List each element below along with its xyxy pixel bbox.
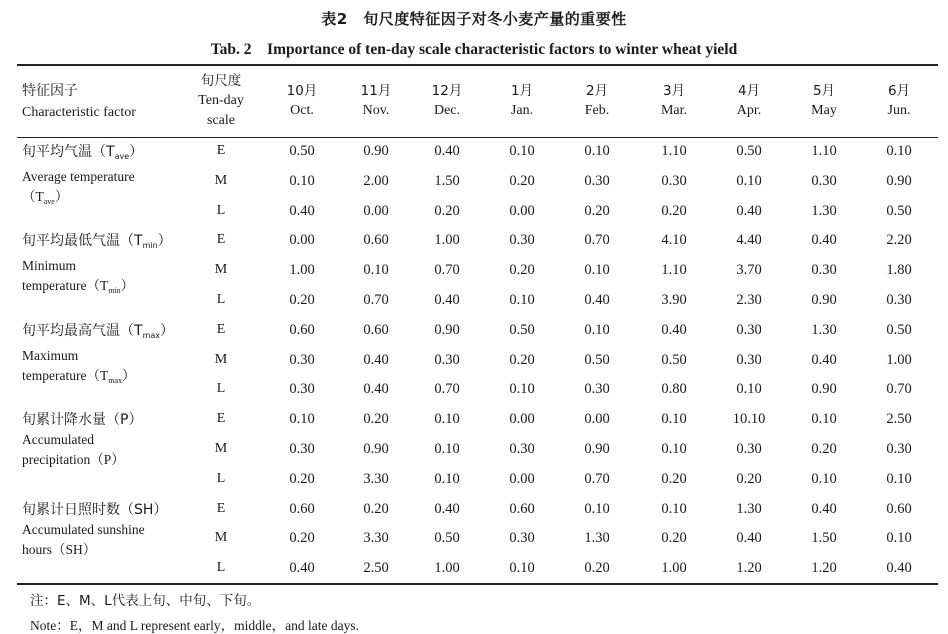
value-cell: 0.40 xyxy=(661,321,687,338)
value-cell: 0.10 xyxy=(661,411,687,428)
value-cell: 10.10 xyxy=(732,411,766,428)
factor-label-en-line2 xyxy=(22,540,167,560)
factor-label-en-sub: ave xyxy=(43,197,55,206)
value-cell: 0.70 xyxy=(434,262,460,279)
factor-label-cn-end: ） xyxy=(157,233,172,250)
factor-label-cn-end: ） xyxy=(129,144,144,160)
value-cell: 0.40 xyxy=(811,232,837,249)
value-cell: 0.30 xyxy=(886,441,912,457)
month-header-cn: 6月 xyxy=(887,83,911,99)
value-cell: 2.20 xyxy=(886,232,912,249)
value-cell: 0.30 xyxy=(434,351,460,368)
note-en: Note：E，M and L represent early，middle，and late days. xyxy=(30,618,360,633)
value-cell: 1.50 xyxy=(434,172,460,189)
value-cell: 0.30 xyxy=(289,351,315,368)
value-cell: 4.40 xyxy=(736,232,762,249)
value-cell: 0.30 xyxy=(811,172,837,189)
factor-label-en-line2-text: precipitation（P） xyxy=(22,452,125,468)
month-header-cn: 3月 xyxy=(662,83,686,99)
value-cell: 0.00 xyxy=(584,411,610,428)
factor-label-cn-sub: min xyxy=(142,241,158,251)
value-cell: 0.40 xyxy=(736,530,762,547)
value-cell: 0.10 xyxy=(886,470,912,487)
value-cell: 4.10 xyxy=(661,232,687,249)
month-header-cn: 10月 xyxy=(286,83,318,99)
value-cell: 0.50 xyxy=(434,530,460,547)
value-cell: 1.10 xyxy=(661,143,687,159)
month-header-en: Oct. xyxy=(290,103,314,118)
value-cell: 0.20 xyxy=(661,530,687,547)
factor-label-en-line2-text: temperature（T xyxy=(22,278,109,294)
value-cell: 0.20 xyxy=(509,262,535,279)
value-cell: 0.50 xyxy=(886,321,912,338)
month-header xyxy=(272,81,332,121)
factor-label-cn-text: 旬平均气温（T xyxy=(22,144,115,160)
factor-label xyxy=(22,142,143,212)
factor-label-cn xyxy=(22,321,174,346)
value-cell: 0.20 xyxy=(363,411,389,428)
value-cell: 0.60 xyxy=(363,232,389,249)
value-cell: 0.40 xyxy=(811,500,837,517)
value-cell: 0.50 xyxy=(509,321,535,338)
value-cell: 3.30 xyxy=(363,470,389,487)
value-cell: 0.40 xyxy=(289,202,315,219)
header-scale xyxy=(186,71,256,131)
value-cell: 0.50 xyxy=(736,143,762,159)
month-header-en: Feb. xyxy=(584,103,610,118)
value-cell: 0.00 xyxy=(363,202,389,219)
value-cell: 0.10 xyxy=(886,530,912,547)
factor-label-en-line1: Accumulated sunshine xyxy=(22,521,145,537)
value-cell: 0.40 xyxy=(434,143,460,159)
scale-cell: E xyxy=(216,232,226,248)
month-header-en: Jun. xyxy=(887,103,911,118)
value-cell: 0.90 xyxy=(434,321,460,338)
scale-cell: M xyxy=(214,172,228,188)
scale-cell: E xyxy=(216,321,226,337)
factor-label xyxy=(22,231,172,301)
month-header-cn: 4月 xyxy=(737,83,761,99)
value-cell: 3.90 xyxy=(661,292,687,308)
value-cell: 2.30 xyxy=(736,292,762,308)
value-cell: 2.00 xyxy=(363,172,389,189)
factor-label-en-line1: Maximum xyxy=(22,347,79,363)
value-cell: 0.70 xyxy=(584,232,610,249)
value-cell: 0.20 xyxy=(811,441,837,457)
value-cell: 0.10 xyxy=(509,560,535,577)
value-cell: 0.90 xyxy=(363,441,389,457)
header-factor-en: Characteristic factor xyxy=(22,105,136,120)
value-cell: 0.10 xyxy=(661,500,687,517)
value-cell: 0.30 xyxy=(886,292,912,308)
value-cell: 1.30 xyxy=(584,530,610,547)
header-factor xyxy=(22,81,136,123)
factor-label-cn-end: ） xyxy=(160,322,174,339)
factor-label-cn-sub: max xyxy=(142,330,160,340)
value-cell: 1.10 xyxy=(661,262,687,279)
value-cell: 1.30 xyxy=(736,500,762,517)
factor-label-en-end: ） xyxy=(120,278,135,294)
value-cell: 0.00 xyxy=(509,470,535,487)
scale-cell: L xyxy=(216,470,226,486)
value-cell: 0.10 xyxy=(584,321,610,338)
value-cell: 1.00 xyxy=(434,560,460,577)
value-cell: 0.80 xyxy=(661,381,687,398)
factor-label-en-line1: Accumulated xyxy=(22,432,94,448)
month-header-en: Apr. xyxy=(736,103,762,118)
factor-label-en-end: ） xyxy=(54,189,69,204)
value-cell: 1.80 xyxy=(886,262,912,279)
value-cell: 1.30 xyxy=(811,202,837,219)
value-cell: 0.30 xyxy=(509,232,535,249)
value-cell: 3.70 xyxy=(736,262,762,279)
month-header xyxy=(417,81,477,121)
month-header-cn: 5月 xyxy=(812,83,836,99)
factor-label-cn-text: 旬平均最高气温（T xyxy=(22,322,143,339)
scale-cell: E xyxy=(216,143,226,158)
value-cell: 0.10 xyxy=(289,411,315,428)
factor-label xyxy=(22,321,174,391)
value-cell: 0.40 xyxy=(363,351,389,368)
value-cell: 0.10 xyxy=(736,172,762,189)
value-cell: 3.30 xyxy=(363,530,389,547)
value-cell: 0.30 xyxy=(509,441,535,457)
value-cell: 0.10 xyxy=(584,143,610,159)
value-cell: 0.00 xyxy=(509,411,535,428)
month-header xyxy=(719,81,779,121)
factor-label-cn-text: 旬累计日照时数（SH） xyxy=(22,501,168,518)
value-cell: 0.60 xyxy=(289,500,315,517)
scale-cell: M xyxy=(214,530,228,546)
scale-cell: E xyxy=(216,500,226,516)
month-header xyxy=(644,81,704,121)
value-cell: 0.30 xyxy=(661,172,687,189)
scale-cell: L xyxy=(216,292,226,307)
factor-label-cn xyxy=(22,500,167,520)
factor-label-en-sub: max xyxy=(108,375,122,385)
value-cell: 0.30 xyxy=(584,172,610,189)
factor-label-en-line1: Minimum xyxy=(22,258,77,274)
value-cell: 1.10 xyxy=(811,143,837,159)
factor-label-cn xyxy=(22,142,143,167)
factor-label-en-line2 xyxy=(22,450,142,470)
table-header-rule xyxy=(17,137,938,138)
factor-label-cn-text: 旬平均最低气温（T xyxy=(22,233,143,250)
month-header-en: Jan. xyxy=(510,103,534,118)
month-header xyxy=(794,81,854,121)
month-header-cn: 11月 xyxy=(360,83,392,99)
value-cell: 0.20 xyxy=(289,530,315,547)
month-header-cn: 1月 xyxy=(510,83,534,99)
value-cell: 0.60 xyxy=(289,321,315,338)
value-cell: 0.10 xyxy=(434,470,460,487)
value-cell: 0.10 xyxy=(811,470,837,487)
value-cell: 0.40 xyxy=(434,500,460,517)
value-cell: 0.90 xyxy=(811,292,837,308)
factor-label-en-line2 xyxy=(22,366,174,391)
note-cn: 注：E、M、L代表上旬、中旬、下旬。 xyxy=(30,593,261,609)
factor-label-en-sub: min xyxy=(108,286,121,296)
factor-label-en-end: ） xyxy=(122,367,136,383)
month-header-en: May xyxy=(811,103,837,118)
factor-label-cn-text: 旬累计降水量（P） xyxy=(22,412,143,429)
month-header-en: Nov. xyxy=(362,103,390,118)
value-cell: 0.40 xyxy=(811,351,837,368)
value-cell: 0.40 xyxy=(363,381,389,398)
value-cell: 0.90 xyxy=(811,381,837,398)
value-cell: 0.50 xyxy=(886,202,912,219)
month-header-en: Mar. xyxy=(660,103,688,118)
value-cell: 0.30 xyxy=(736,321,762,338)
value-cell: 0.10 xyxy=(509,381,535,398)
header-factor-cn: 特征因子 xyxy=(22,83,78,99)
scale-cell: L xyxy=(216,381,226,397)
factor-label-en-line2-text: temperature（T xyxy=(22,367,109,383)
value-cell: 0.60 xyxy=(363,321,389,338)
value-cell: 1.20 xyxy=(811,560,837,577)
value-cell: 1.20 xyxy=(736,560,762,577)
value-cell: 0.20 xyxy=(289,470,315,487)
month-header-cn: 2月 xyxy=(585,83,609,99)
factor-label-en-line1: Average temperature xyxy=(22,169,135,184)
value-cell: 0.40 xyxy=(736,202,762,219)
value-cell: 0.10 xyxy=(811,411,837,428)
value-cell: 0.70 xyxy=(434,381,460,398)
value-cell: 0.50 xyxy=(661,351,687,368)
scale-cell: L xyxy=(216,202,226,218)
value-cell: 0.00 xyxy=(289,232,315,249)
value-cell: 1.50 xyxy=(811,530,837,547)
table-caption-cn: 表2 旬尺度特征因子对冬小麦产量的重要性 xyxy=(321,10,627,28)
value-cell: 0.40 xyxy=(584,292,610,308)
value-cell: 0.60 xyxy=(509,500,535,517)
month-header-en: Dec. xyxy=(433,103,461,118)
factor-label-en-line2 xyxy=(22,187,143,212)
value-cell: 1.00 xyxy=(289,262,315,279)
factor-label-cn xyxy=(22,410,142,430)
value-cell: 0.20 xyxy=(661,202,687,219)
value-cell: 0.30 xyxy=(289,441,315,457)
value-cell: 0.10 xyxy=(584,500,610,517)
value-cell: 0.30 xyxy=(811,262,837,279)
scale-cell: M xyxy=(214,441,228,456)
value-cell: 2.50 xyxy=(363,560,389,577)
factor-label-cn-sub: ave xyxy=(114,152,130,161)
value-cell: 2.50 xyxy=(886,411,912,428)
scale-cell: L xyxy=(216,560,226,576)
value-cell: 0.30 xyxy=(736,441,762,457)
table-top-rule xyxy=(17,64,938,66)
value-cell: 0.10 xyxy=(289,172,315,189)
table-caption-en: Tab. 2 Importance of ten-day scale characteristic factors to winter wheat yield xyxy=(210,41,738,58)
value-cell: 0.10 xyxy=(736,381,762,398)
factor-label xyxy=(22,410,142,470)
value-cell: 0.20 xyxy=(584,202,610,219)
value-cell: 0.30 xyxy=(509,530,535,547)
value-cell: 0.10 xyxy=(363,262,389,279)
month-header xyxy=(492,81,552,121)
value-cell: 0.10 xyxy=(434,411,460,428)
value-cell: 0.10 xyxy=(886,143,912,159)
value-cell: 0.90 xyxy=(584,441,610,457)
factor-label-en-line2-text: （T xyxy=(22,189,44,204)
value-cell: 0.30 xyxy=(584,381,610,398)
month-header xyxy=(567,81,627,121)
value-cell: 1.00 xyxy=(434,232,460,249)
table-bottom-rule xyxy=(17,583,938,585)
scale-cell: E xyxy=(216,411,226,427)
header-scale-en2: scale xyxy=(207,113,235,128)
month-header xyxy=(346,81,406,121)
header-scale-en1: Ten-day xyxy=(198,93,244,108)
value-cell: 0.20 xyxy=(363,500,389,517)
value-cell: 0.10 xyxy=(509,143,535,159)
value-cell: 1.30 xyxy=(811,321,837,338)
value-cell: 1.00 xyxy=(886,351,912,368)
value-cell: 0.40 xyxy=(886,560,912,577)
value-cell: 0.20 xyxy=(736,470,762,487)
factor-label xyxy=(22,500,167,560)
factor-label-cn xyxy=(22,231,172,256)
value-cell: 0.40 xyxy=(434,292,460,308)
value-cell: 0.20 xyxy=(584,560,610,577)
value-cell: 0.20 xyxy=(509,172,535,189)
factor-label-en-line2-text: hours（SH） xyxy=(22,541,97,557)
month-header xyxy=(869,81,929,121)
value-cell: 0.50 xyxy=(289,143,315,159)
value-cell: 0.20 xyxy=(661,470,687,487)
value-cell: 0.30 xyxy=(289,381,315,398)
value-cell: 0.70 xyxy=(584,470,610,487)
value-cell: 0.10 xyxy=(584,262,610,279)
value-cell: 0.90 xyxy=(363,143,389,159)
value-cell: 0.90 xyxy=(886,172,912,189)
value-cell: 0.60 xyxy=(886,500,912,517)
scale-cell: M xyxy=(214,262,228,278)
value-cell: 0.50 xyxy=(584,351,610,368)
value-cell: 0.20 xyxy=(289,292,315,308)
value-cell: 0.10 xyxy=(434,441,460,457)
month-header-cn: 12月 xyxy=(431,83,463,99)
value-cell: 0.10 xyxy=(509,292,535,308)
header-scale-cn: 旬尺度 xyxy=(200,73,242,89)
value-cell: 1.00 xyxy=(661,560,687,577)
value-cell: 0.10 xyxy=(661,441,687,457)
scale-cell: M xyxy=(214,351,228,367)
value-cell: 0.20 xyxy=(509,351,535,368)
factor-label-en-line2 xyxy=(22,276,172,301)
value-cell: 0.70 xyxy=(886,381,912,398)
value-cell: 0.00 xyxy=(509,202,535,219)
value-cell: 0.40 xyxy=(289,560,315,577)
value-cell: 0.20 xyxy=(434,202,460,219)
value-cell: 0.70 xyxy=(363,292,389,308)
value-cell: 0.30 xyxy=(736,351,762,368)
